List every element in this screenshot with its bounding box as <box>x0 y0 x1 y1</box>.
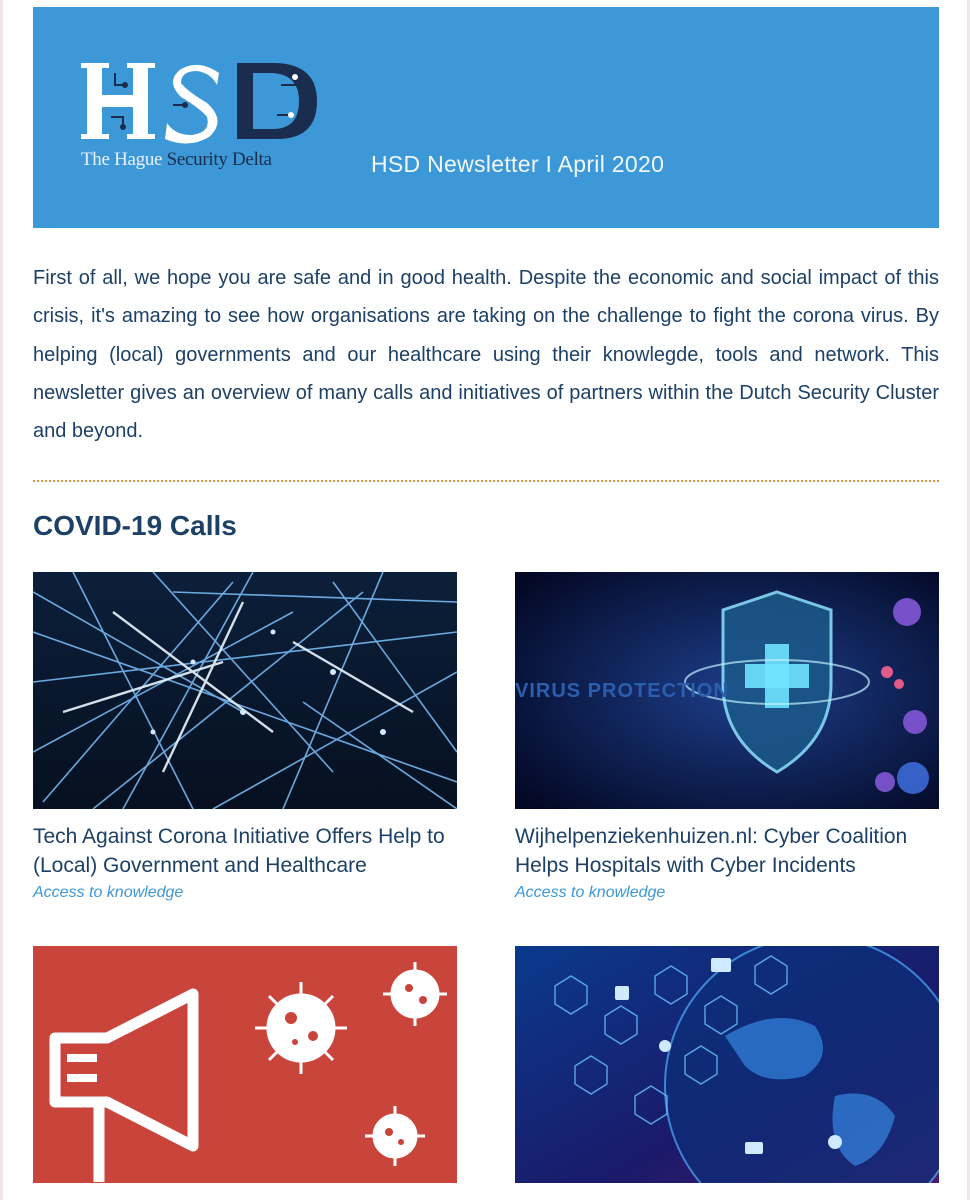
section-title: COVID-19 Calls <box>33 510 237 541</box>
newsletter-header-banner <box>33 7 939 228</box>
intro-paragraph: First of all, we hope you are safe and in good health. Despite the economic and social impact of this crisis, it's amazing to see how organisations are taking on the challenge to fight the corona virus. By helping (local) governments and our healthcare using their knowlegde, tools and network. This newsletter gives an overview of many calls and initiatives of partners within the Dutch Security Cluster and beyond. <box>33 267 939 443</box>
logo-tagline-security-delta: Security Delta <box>166 149 272 170</box>
hsd-logo-tagline <box>81 149 272 171</box>
section-divider <box>33 480 939 482</box>
logo-tagline-the-hague: The Hague <box>81 149 163 170</box>
card-image-virus-protection[interactable] <box>515 572 939 809</box>
hsd-logo-mark <box>81 55 321 147</box>
card-title[interactable]: Wijhelpenziekenhuizen.nl: Cyber Coalition Helps Hospitals with Cyber Incidents <box>515 825 908 877</box>
virus-protection-text: VIRUS PROTECTION <box>515 680 729 702</box>
hsd-logo[interactable] <box>81 55 321 170</box>
card-image-globe[interactable] <box>515 946 939 1183</box>
card-image-megaphone-virus[interactable] <box>33 946 457 1183</box>
news-card-tech-against-corona <box>33 572 457 902</box>
news-card-announcement <box>33 946 457 1183</box>
card-title[interactable]: Tech Against Corona Initiative Offers Help to (Local) Government and Healthcare <box>33 825 445 877</box>
news-card-globe-network <box>515 946 939 1183</box>
card-access-link[interactable]: Access to knowledge <box>515 884 666 901</box>
newsletter-title: HSD Newsletter I April 2020 <box>371 151 665 177</box>
card-access-link[interactable]: Access to knowledge <box>33 884 184 901</box>
news-card-wijhelpenziekenhuizen <box>515 572 939 902</box>
page-edge-left <box>0 0 3 1200</box>
card-image-network[interactable] <box>33 572 457 809</box>
